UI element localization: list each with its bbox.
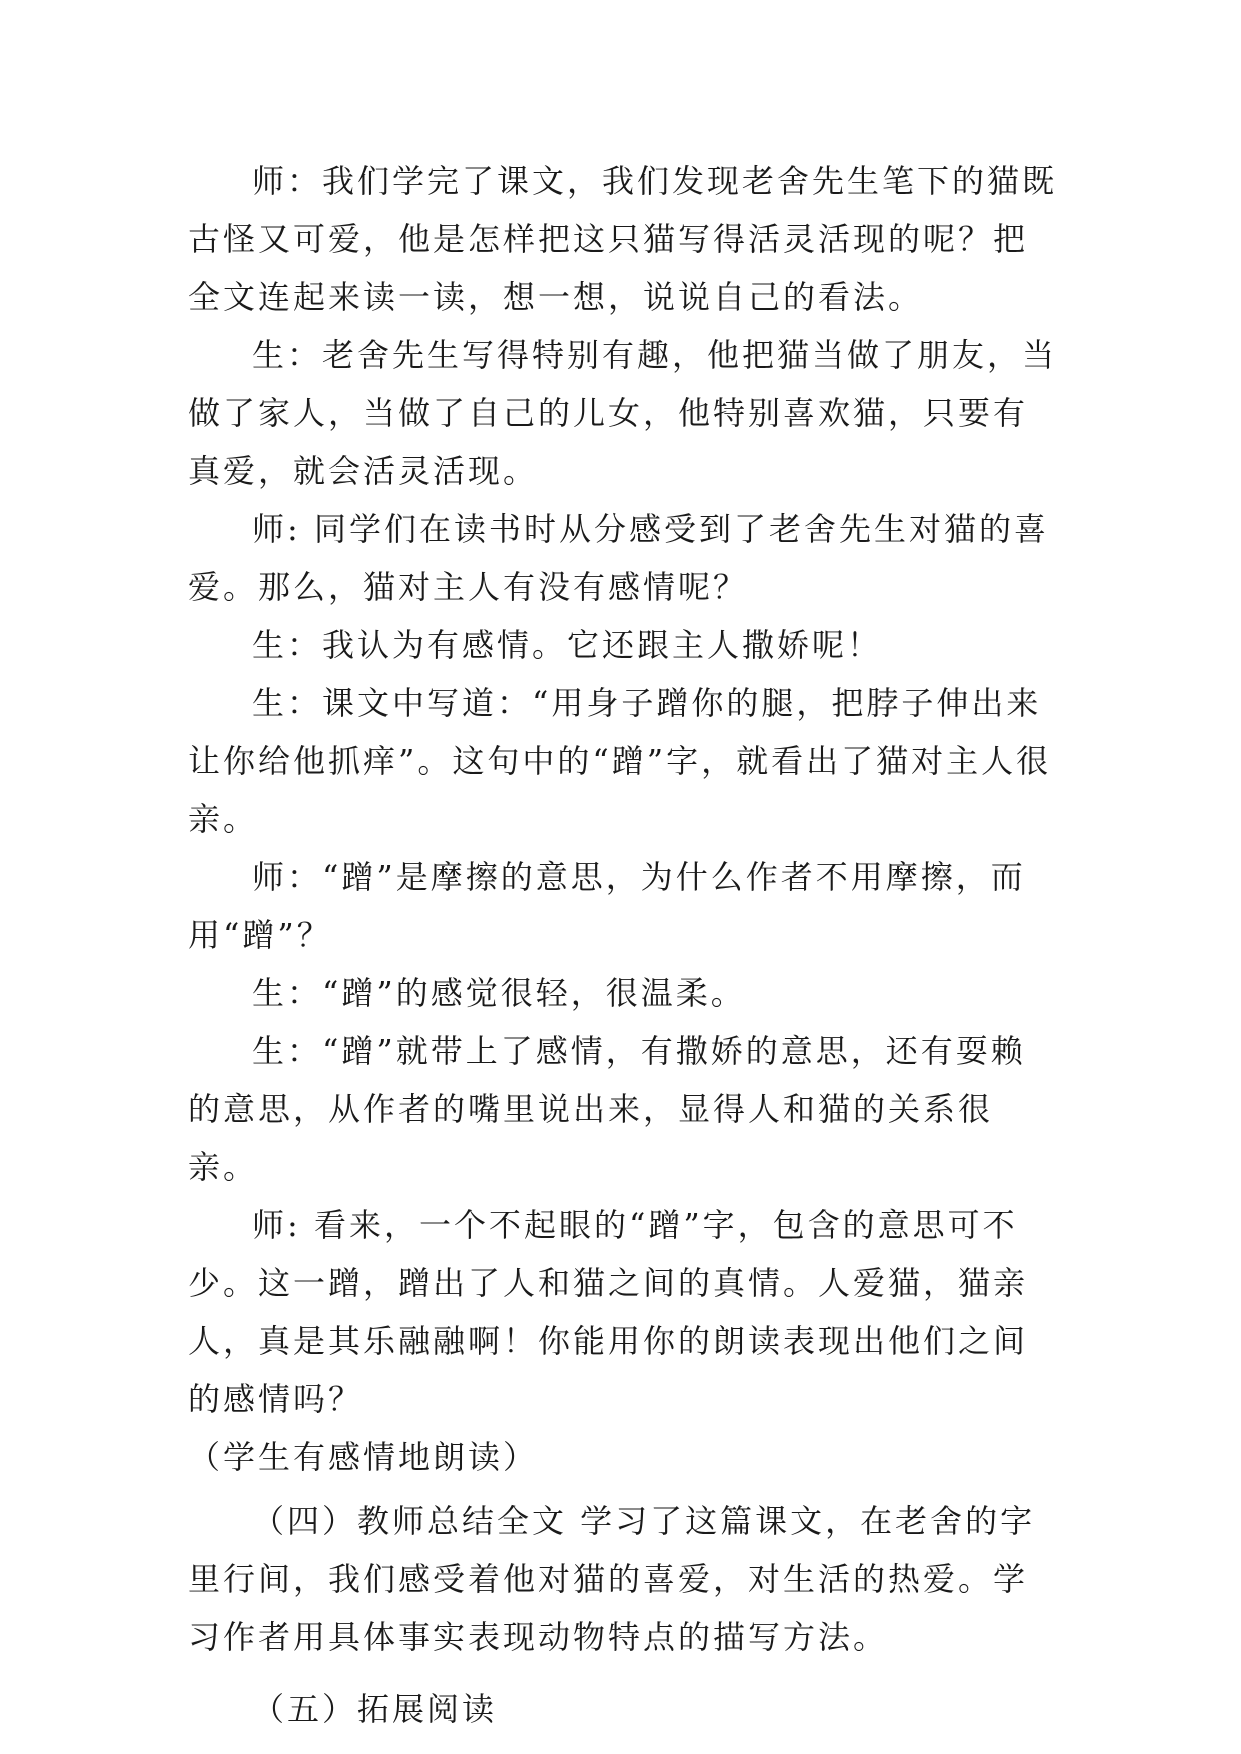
document-body xyxy=(188,152,1058,1738)
paragraph-teacher-summary: 师: 看来，一个不起眼的“蹭”字，包含的意思可不少。这一蹭，蹭出了人和猫之间的真情。人爱猫，猫亲人，真是其乐融融啊！你能用你的朗读表现出他们之间的感情吗？ xyxy=(188,1206,1029,1418)
paragraph-student-answer-4: 生：“蹭”的感觉很轻，很温柔。 xyxy=(252,974,746,1012)
paragraph-section-four: （四）教师总结全文 学习了这篇课文，在老舍的字里行间，我们感受着他对猫的喜爱，对生活的热爱。学习作者用具体事实表现动物特点的描写方法。 xyxy=(188,1502,1036,1656)
paragraph-student-answer-2: 生：我认为有感情。它还跟主人撒娇呢！ xyxy=(252,626,883,664)
paragraph-teacher-question: 师：我们学完了课文，我们发现老舍先生笔下的猫既古怪又可爱，他是怎样把这只猫写得活灵活现的呢？把全文连起来读一读，想一想，说说自己的看法。 xyxy=(188,162,1058,316)
paragraph-student-answer-1: 生：老舍先生写得特别有趣，他把猫当做了朋友，当做了家人，当做了自己的儿女，他特别喜欢猫，只要有真爱，就会活灵活现。 xyxy=(188,336,1058,490)
paragraph-student-answer-3: 生：课文中写道：“用身子蹭你的腿，把脖子伸出来让你给他抓痒”。这句中的“蹭”字，就看出了猫对主人很亲。 xyxy=(188,684,1052,838)
paragraph-stage-direction: （学生有感情地朗读） xyxy=(188,1438,539,1476)
paragraph-teacher-cheng: 师：“蹭”是摩擦的意思，为什么作者不用摩擦，而用“蹭”？ xyxy=(188,858,1026,954)
paragraph-section-five: （五）拓展阅读 xyxy=(252,1690,498,1728)
paragraph-teacher-followup: 师: 同学们在读书时从分感受到了老舍先生对猫的喜爱。那么，猫对主人有没有感情呢？ xyxy=(188,510,1049,606)
paragraph-student-answer-5: 生：“蹭”就带上了感情，有撒娇的意思，还有耍赖的意思，从作者的嘴里说出来，显得人和猫的关系很亲。 xyxy=(188,1032,1026,1186)
